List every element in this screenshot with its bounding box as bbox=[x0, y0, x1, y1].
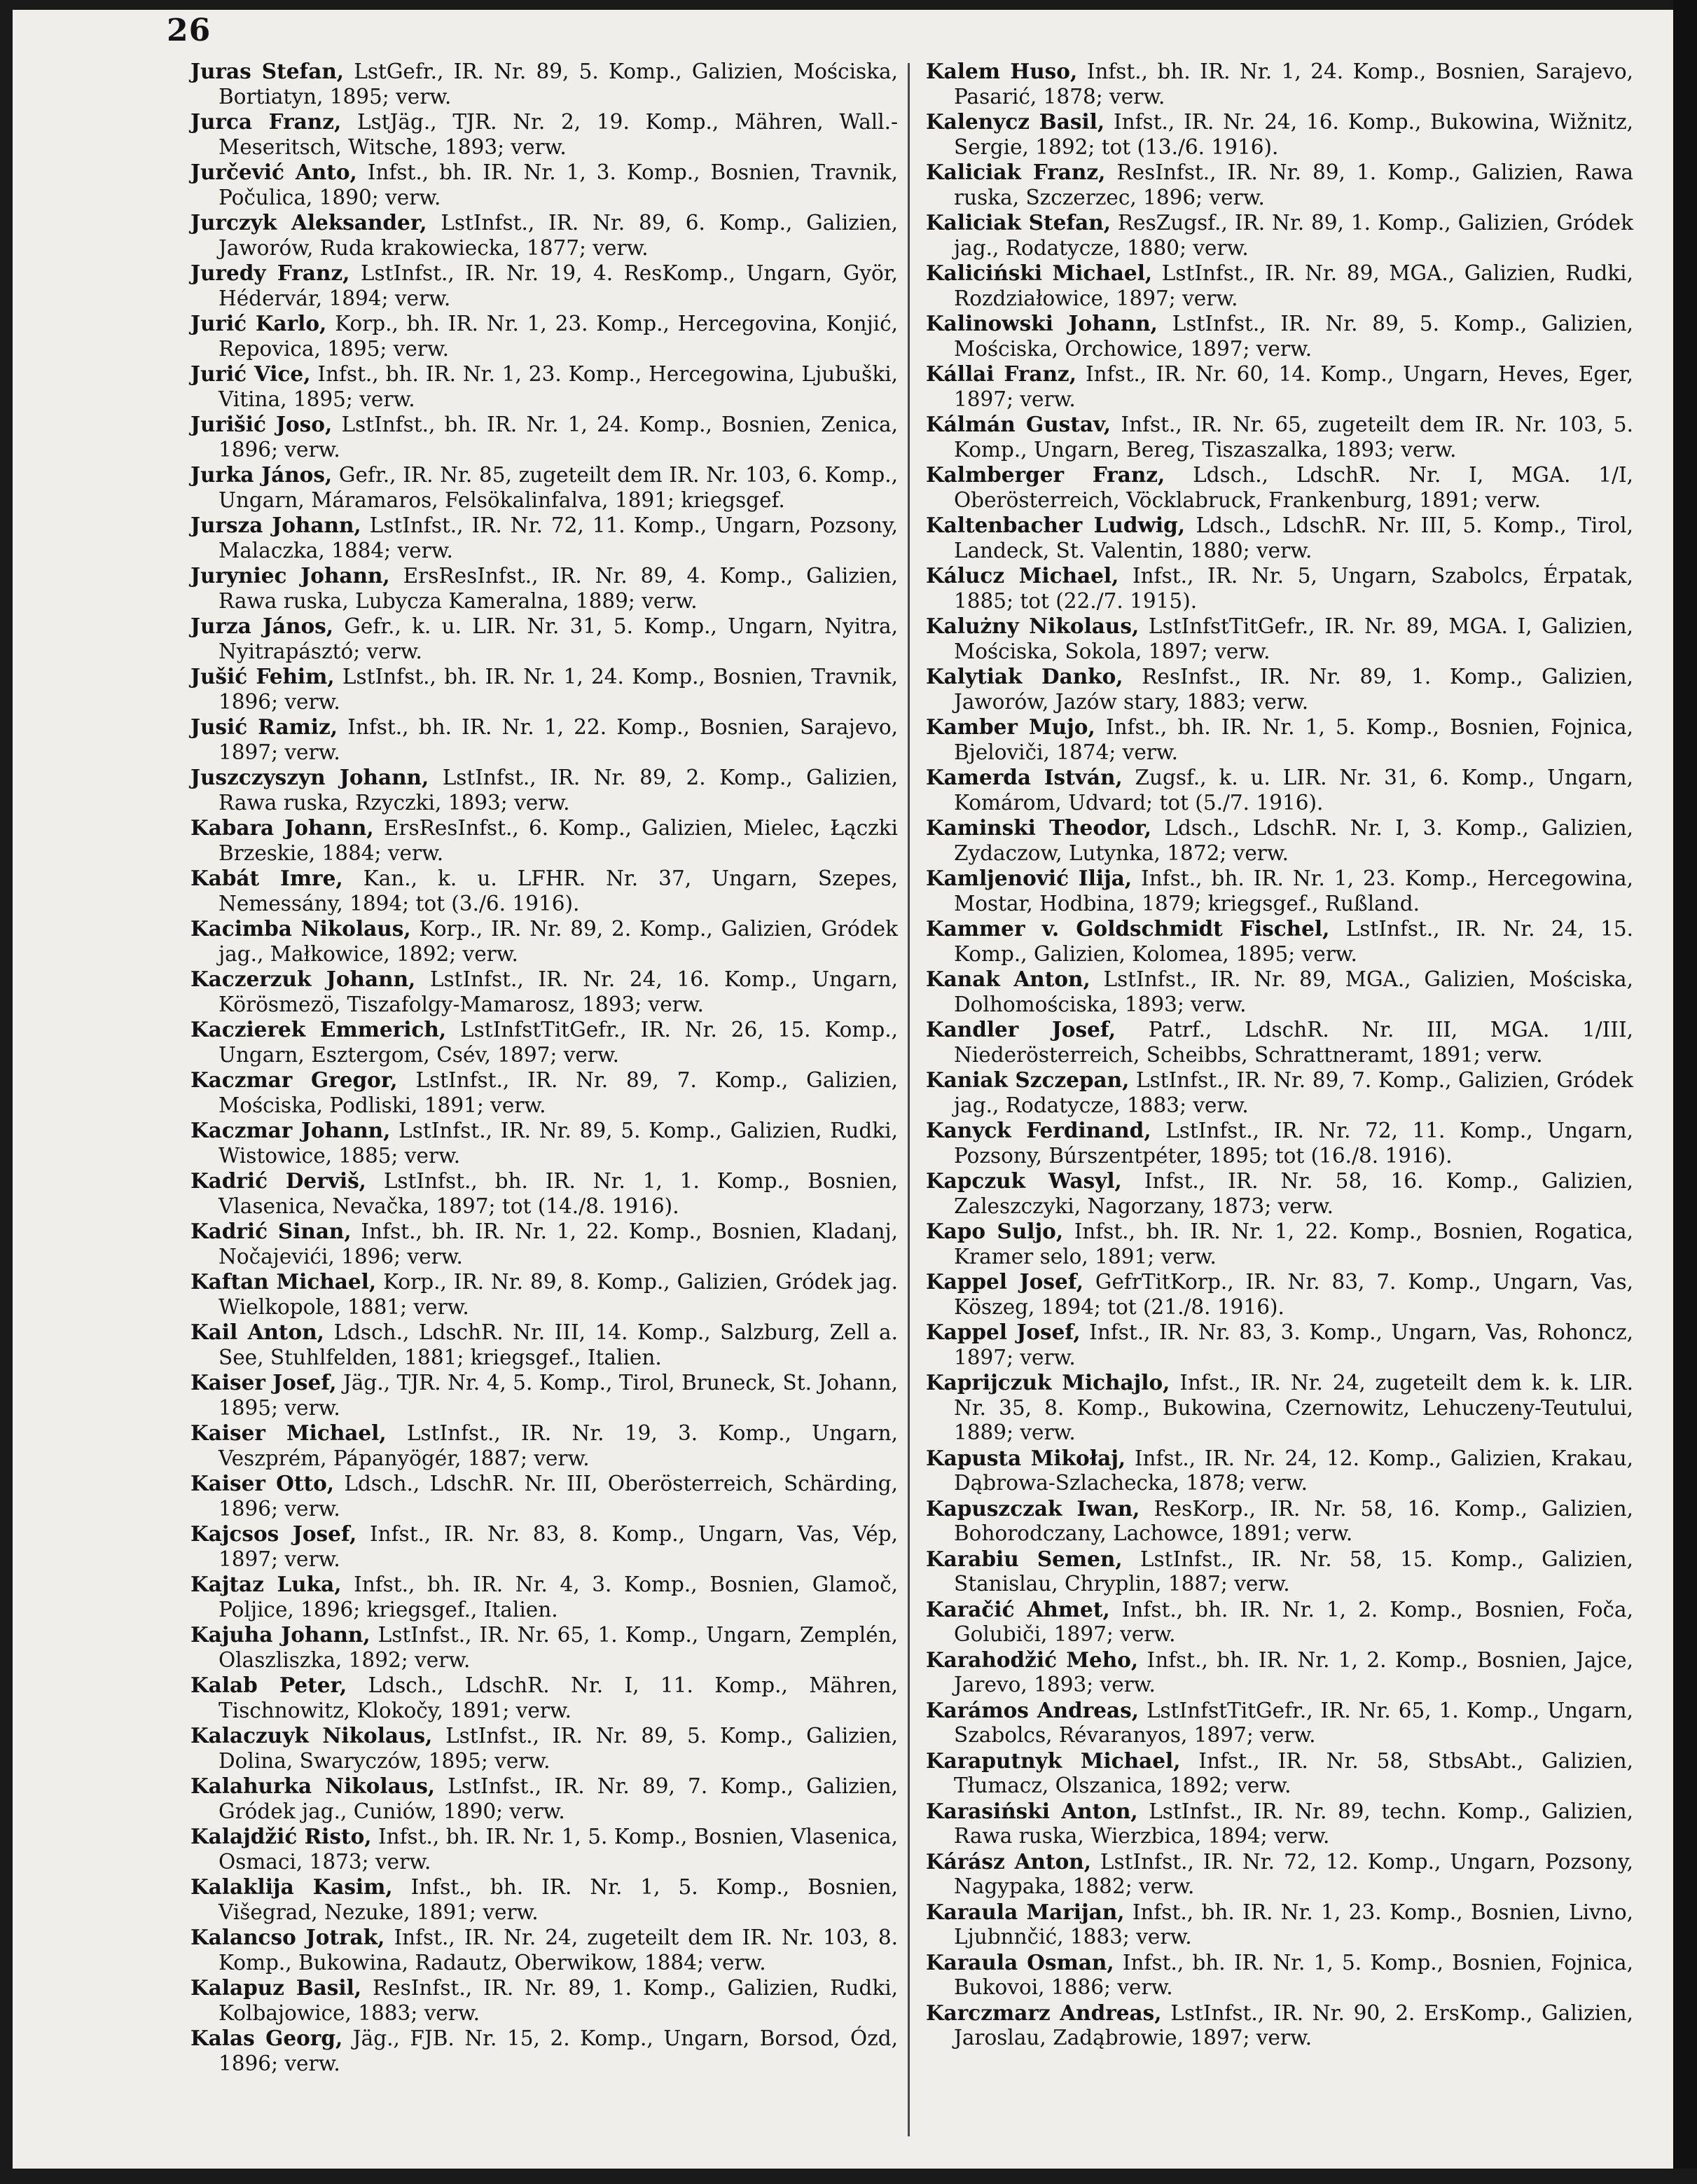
entry-name: Jurčević Anto, bbox=[191, 160, 357, 184]
entry-name: Jurczyk Aleksander, bbox=[191, 210, 427, 235]
entry-details: Infst., bh. IR. Nr. 1, 23. Komp., Bosnien, Livno, Ljubnnčić, 1883; verw. bbox=[954, 1900, 1633, 1949]
list-entry bbox=[191, 1017, 898, 1067]
scan-edge-top bbox=[0, 0, 1697, 10]
list-entry bbox=[191, 412, 898, 462]
entry-name: Kanyck Ferdinand, bbox=[926, 1118, 1151, 1142]
list-entry bbox=[191, 1370, 898, 1421]
entry-name: Jušić Fehim, bbox=[191, 664, 335, 689]
entry-details: Infst., bh. IR. Nr. 1, 23. Komp., Hercegowina, Ljubuški, Vitina, 1895; verw. bbox=[219, 362, 899, 411]
entry-name: Karaula Marijan, bbox=[926, 1899, 1125, 1924]
left-column bbox=[191, 59, 898, 2076]
entry-details: Infst., IR. Nr. 24, zugeteilt dem k. k. LIR. Nr. 35, 8. Komp., Bukowina, Czernowitz, Lehuczeny-Teutului, 1889; verw. bbox=[954, 1371, 1633, 1444]
entry-details: LstInfst., IR. Nr. 24, 15. Komp., Galizien, Kolomea, 1895; verw. bbox=[954, 917, 1633, 966]
entry-details: Infst., bh. IR. Nr. 1, 2. Komp., Bosnien, Foča, Golubiči, 1897; verw. bbox=[954, 1597, 1633, 1646]
entry-name: Juredy Franz, bbox=[191, 261, 350, 285]
entry-details: LstInfst., bh. IR. Nr. 1, 1. Komp., Bosnien, Vlasenica, Nevačka, 1897; tot (14./8. 1916). bbox=[219, 1169, 899, 1218]
list-entry bbox=[926, 1269, 1633, 1320]
entry-details: LstInfst., bh. IR. Nr. 1, 24. Komp., Bosnien, Zenica, 1896; verw. bbox=[219, 413, 898, 462]
list-entry bbox=[191, 1774, 898, 1824]
entry-details: LstInfst., IR. Nr. 89, 7. Komp., Galizien, Mościska, Podliski, 1891; verw. bbox=[219, 1068, 898, 1117]
entry-name: Jurza János, bbox=[191, 614, 334, 638]
entry-details: Zugsf., k. u. LIR. Nr. 31, 6. Komp., Ungarn, Komárom, Udvard; tot (5./7. 1916). bbox=[954, 766, 1633, 815]
list-entry bbox=[191, 160, 898, 210]
entry-details: Patrf., LdschR. Nr. III, MGA. 1/III, Niederösterreich, Scheibbs, Schrattneramt, 1891; verw. bbox=[954, 1018, 1633, 1067]
entry-details: LstInfst., IR. Nr. 24, 16. Komp., Ungarn, Körösmezö, Tiszafolgy-Mamarosz, 1893; verw. bbox=[219, 967, 898, 1016]
entry-name: Juszczyszyn Johann, bbox=[191, 765, 429, 789]
entry-details: Infst., bh. IR. Nr. 1, 22. Komp., Bosnien, Rogatica, Kramer selo, 1891; verw. bbox=[954, 1219, 1634, 1269]
entry-details: Infst., bh. IR. Nr. 1, 5. Komp., Bosnien, Vlasenica, Osmaci, 1873; verw. bbox=[219, 1825, 898, 1874]
entry-details: Infst., bh. IR. Nr. 1, 24. Komp., Bosnien, Sarajevo, Pasarić, 1878; verw. bbox=[954, 60, 1634, 109]
entry-details: Infst., IR. Nr. 83, 8. Komp., Ungarn, Vas, Vép, 1897; verw. bbox=[219, 1522, 898, 1571]
list-entry bbox=[191, 765, 898, 815]
entry-name: Kalas Georg, bbox=[191, 2026, 343, 2050]
entry-details: Ldsch., LdschR. Nr. I, MGA. 1/I, Oberösterreich, Vöcklabruck, Frankenburg, 1891; verw. bbox=[954, 463, 1634, 512]
entry-details: LstInfst., IR. Nr. 89, techn. Komp., Galizien, Rawa ruska, Wierzbica, 1894; verw. bbox=[954, 1799, 1633, 1848]
list-entry bbox=[191, 210, 898, 261]
entry-name: Kaliciak Stefan, bbox=[926, 210, 1111, 235]
entry-details: LstInfst., IR. Nr. 58, 15. Komp., Galizien, Stanislau, Chryplin, 1887; verw. bbox=[954, 1547, 1633, 1596]
entry-name: Kalytiak Danko, bbox=[926, 664, 1123, 689]
entry-details: Infst., bh. IR. Nr. 1, 22. Komp., Bosnien, Kladanj, Nočajevići, 1896; verw. bbox=[219, 1219, 898, 1269]
entry-details: LstInfst., IR. Nr. 89, 5. Komp., Galizien, Mościska, Orchowice, 1897; verw. bbox=[954, 312, 1633, 361]
list-entry bbox=[926, 311, 1633, 361]
list-entry bbox=[191, 361, 898, 412]
entry-name: Kapczuk Wasyl, bbox=[926, 1168, 1122, 1193]
entry-name: Juryniec Johann, bbox=[191, 563, 390, 588]
scan-edge-left bbox=[0, 0, 13, 2184]
list-entry bbox=[926, 916, 1633, 967]
list-entry bbox=[191, 714, 898, 765]
list-entry bbox=[191, 1421, 898, 1471]
entry-name: Kaczmar Johann, bbox=[191, 1118, 391, 1142]
entry-name: Jurišić Joso, bbox=[191, 412, 333, 436]
entry-details: Gefr., IR. Nr. 85, zugeteilt dem IR. Nr. 103, 6. Komp., Ungarn, Máramaros, Felsökalinfalva, 1891; kriegsgef. bbox=[219, 463, 898, 512]
list-entry bbox=[191, 109, 898, 160]
list-entry bbox=[926, 210, 1633, 261]
list-entry bbox=[191, 916, 898, 967]
entry-name: Karahodžić Meho, bbox=[926, 1647, 1139, 1672]
entry-name: Kalahurka Nikolaus, bbox=[191, 1774, 436, 1798]
entry-details: Infst., IR. Nr. 24, 16. Komp., Bukowina, Wižnitz, Sergie, 1892; tot (13./6. 1916). bbox=[954, 110, 1633, 159]
list-entry bbox=[926, 1748, 1633, 1799]
entry-name: Kajuha Johann, bbox=[191, 1622, 370, 1647]
list-entry bbox=[926, 563, 1633, 614]
entry-details: LstInfst., IR. Nr. 89, 2. Komp., Galizien, Rawa ruska, Rzyczki, 1893; verw. bbox=[219, 766, 898, 815]
entry-name: Kálucz Michael, bbox=[926, 563, 1119, 588]
list-entry bbox=[191, 563, 898, 614]
list-entry bbox=[926, 1370, 1633, 1446]
list-entry bbox=[926, 1849, 1633, 1900]
entry-details: Infst., IR. Nr. 5, Ungarn, Szabolcs, Érpatak, 1885; tot (22./7. 1915). bbox=[954, 564, 1633, 613]
entry-details: ResInfst., IR. Nr. 89, 1. Komp., Galizien, Jaworów, Jazów stary, 1883; verw. bbox=[954, 665, 1633, 714]
list-entry bbox=[926, 1320, 1633, 1370]
entry-name: Kalaczuyk Nikolaus, bbox=[191, 1723, 433, 1748]
entry-details: LstInfst., IR. Nr. 89, 7. Komp., Galizien, Gródek jag., Cuniów, 1890; verw. bbox=[219, 1774, 898, 1823]
entry-name: Kaniak Szczepan, bbox=[926, 1067, 1130, 1092]
entry-details: Ldsch., LdschR. Nr. I, 3. Komp., Galizien, Zydaczow, Lutynka, 1872; verw. bbox=[954, 816, 1633, 865]
entry-details: Ldsch., LdschR. Nr. III, Oberösterreich, Schärding, 1896; verw. bbox=[219, 1472, 898, 1521]
entry-name: Karasiński Anton, bbox=[926, 1798, 1138, 1823]
list-entry bbox=[191, 1471, 898, 1521]
entry-name: Kapo Suljo, bbox=[926, 1219, 1064, 1243]
entry-details: Ldsch., LdschR. Nr. I, 11. Komp., Mähren, Tischnowitz, Klokočy, 1891; verw. bbox=[219, 1673, 898, 1722]
entry-name: Kalaklija Kasim, bbox=[191, 1874, 393, 1899]
list-entry bbox=[191, 815, 898, 866]
list-entry bbox=[191, 261, 898, 311]
entry-details: Ldsch., LdschR. Nr. III, 5. Komp., Tirol, Landeck, St. Valentin, 1880; verw. bbox=[954, 513, 1633, 562]
entry-details: LstInfst., IR. Nr. 89, 6. Komp., Galizien, Jaworów, Ruda krakowiecka, 1877; verw. bbox=[219, 211, 898, 260]
list-entry bbox=[926, 1219, 1633, 1269]
entry-details: LstInfst., IR. Nr. 72, 11. Komp., Ungarn, Pozsony, Malaczka, 1884; verw. bbox=[219, 513, 898, 562]
entry-name: Kajtaz Luka, bbox=[191, 1572, 342, 1596]
entry-details: Infst., bh. IR. Nr. 1, 2. Komp., Bosnien, Jajce, Jarevo, 1893; verw. bbox=[954, 1647, 1633, 1696]
entry-name: Kaiser Otto, bbox=[191, 1471, 335, 1495]
entry-details: LstInfst., IR. Nr. 72, 11. Komp., Ungarn, Pozsony, Búrszentpéter, 1895; tot (16./8. 1916). bbox=[954, 1119, 1633, 1168]
entry-details: Infst., bh. IR. Nr. 1, 5. Komp., Bosnien, Višegrad, Nezuke, 1891; verw. bbox=[219, 1875, 898, 1924]
list-entry bbox=[926, 412, 1633, 462]
list-entry bbox=[191, 967, 898, 1017]
list-entry bbox=[926, 1698, 1633, 1748]
list-entry bbox=[191, 1168, 898, 1219]
entry-details: Infst., bh. IR. Nr. 1, 23. Komp., Hercegowina, Mostar, Hodbina, 1879; kriegsgef., Rußland. bbox=[954, 866, 1633, 915]
entry-name: Kabara Johann, bbox=[191, 815, 374, 840]
scan-edge-bottom bbox=[0, 2169, 1697, 2184]
entry-name: Kaminski Theodor, bbox=[926, 815, 1151, 840]
entry-name: Kamerda István, bbox=[926, 765, 1123, 789]
list-entry bbox=[191, 1874, 898, 1925]
list-entry bbox=[191, 1572, 898, 1622]
entry-name: Kaltenbacher Ludwig, bbox=[926, 513, 1185, 537]
list-entry bbox=[191, 1925, 898, 1975]
entry-details: GefrTitKorp., IR. Nr. 83, 7. Komp., Ungarn, Vas, Köszeg, 1894; tot (21./8. 1916). bbox=[954, 1270, 1633, 1319]
entry-name: Kapuszczak Iwan, bbox=[926, 1495, 1140, 1521]
entry-details: LstGefr., IR. Nr. 89, 5. Komp., Galizien, Mościska, Bortiatyn, 1895; verw. bbox=[219, 60, 898, 109]
list-entry bbox=[926, 1799, 1633, 1849]
entry-name: Kárász Anton, bbox=[926, 1848, 1091, 1874]
entry-name: Kaiser Josef, bbox=[191, 1370, 337, 1395]
list-entry bbox=[926, 1496, 1633, 1547]
entry-name: Karabiu Semen, bbox=[926, 1546, 1123, 1571]
entry-name: Kappel Josef, bbox=[926, 1320, 1081, 1344]
entry-details: Jäg., FJB. Nr. 15, 2. Komp., Ungarn, Borsod, Ózd, 1896; verw. bbox=[219, 2026, 899, 2075]
entry-name: Jurka János, bbox=[191, 462, 333, 487]
entry-details: ErsResInfst., IR. Nr. 89, 4. Komp., Galizien, Rawa ruska, Lubycza Kameralna, 1889; verw. bbox=[219, 564, 899, 613]
entry-name: Kalab Peter, bbox=[191, 1673, 347, 1697]
list-entry bbox=[926, 866, 1633, 916]
entry-details: Infst., bh. IR. Nr. 4, 3. Komp., Bosnien, Glamoč, Poljice, 1896; kriegsgef., Italien. bbox=[219, 1573, 898, 1622]
entry-details: ResKorp., IR. Nr. 58, 16. Komp., Galizien, Bohorodczany, Lachowce, 1891; verw. bbox=[954, 1496, 1633, 1545]
entry-name: Kanak Anton, bbox=[926, 967, 1090, 991]
list-entry bbox=[926, 2000, 1633, 2051]
entry-details: LstInfst., IR. Nr. 19, 4. ResKomp., Ungarn, Györ, Hédervár, 1894; verw. bbox=[219, 261, 898, 310]
entry-name: Karačić Ahmet, bbox=[926, 1596, 1110, 1622]
entry-name: Kaliciak Franz, bbox=[926, 160, 1106, 184]
entry-name: Kaczmar Gregor, bbox=[191, 1067, 398, 1092]
entry-details: ResInfst., IR. Nr. 89, 1. Komp., Galizien, Rudki, Kolbajowice, 1883; verw. bbox=[219, 1976, 899, 2025]
entry-details: Infst., IR. Nr. 65, zugeteilt dem IR. Nr. 103, 5. Komp., Ungarn, Bereg, Tiszaszalka, 1893; verw. bbox=[954, 413, 1634, 462]
entry-details: Infst., bh. IR. Nr. 1, 3. Komp., Bosnien, Travnik, Počulica, 1890; verw. bbox=[219, 160, 898, 209]
entry-details: ResInfst., IR. Nr. 89, 1. Komp., Galizien, Rawa ruska, Szczerzec, 1896; verw. bbox=[954, 160, 1634, 209]
list-entry bbox=[926, 815, 1633, 866]
entry-details: Infst., IR. Nr. 83, 3. Komp., Ungarn, Vas, Rohoncz, 1897; verw. bbox=[954, 1320, 1633, 1369]
entry-name: Kállai Franz, bbox=[926, 361, 1076, 386]
entry-details: Ldsch., LdschR. Nr. III, 14. Komp., Salzburg, Zell a. See, Stuhlfelden, 1881; kriegsgef., Italien. bbox=[219, 1320, 898, 1369]
entry-name: Kaprijczuk Michajlo, bbox=[926, 1370, 1170, 1395]
entry-details: Korp., bh. IR. Nr. 1, 23. Komp., Hercegovina, Konjić, Repovica, 1895; verw. bbox=[219, 312, 898, 361]
entry-details: Infst., bh. IR. Nr. 1, 5. Komp., Bosnien, Fojnica, Bukovoi, 1886; verw. bbox=[954, 1950, 1633, 1999]
entry-name: Karaula Osman, bbox=[926, 1949, 1114, 1975]
entry-name: Kapusta Mikołaj, bbox=[926, 1445, 1126, 1470]
list-entry bbox=[926, 1547, 1633, 1597]
list-entry bbox=[191, 311, 898, 361]
entry-details: Infst., bh. IR. Nr. 1, 5. Komp., Bosnien, Fojnica, Bjeloviči, 1874; verw. bbox=[954, 715, 1633, 764]
list-entry bbox=[191, 513, 898, 563]
page-number: 26 bbox=[167, 13, 212, 48]
list-entry bbox=[191, 59, 898, 109]
list-entry bbox=[926, 1950, 1633, 2000]
list-entry bbox=[926, 1118, 1633, 1168]
list-entry bbox=[926, 160, 1633, 210]
entry-name: Kaiser Michael, bbox=[191, 1421, 387, 1445]
list-entry bbox=[926, 261, 1633, 311]
entry-name: Kalancso Jotrak, bbox=[191, 1925, 385, 1949]
list-entry bbox=[926, 1017, 1633, 1067]
entry-name: Kamljenović Ilija, bbox=[926, 866, 1133, 890]
entry-name: Kalenycz Basil, bbox=[926, 109, 1105, 134]
list-entry bbox=[191, 1118, 898, 1168]
list-entry bbox=[926, 1647, 1633, 1698]
right-column bbox=[926, 59, 1633, 2051]
entry-details: LstInfst., IR. Nr. 19, 3. Komp., Ungarn, Veszprém, Pápanyögér, 1887; verw. bbox=[219, 1421, 898, 1470]
entry-details: Gefr., k. u. LIR. Nr. 31, 5. Komp., Ungarn, Nyitra, Nyitrapásztó; verw. bbox=[219, 614, 898, 663]
list-entry bbox=[926, 1597, 1633, 1647]
entry-name: Kajcsos Josef, bbox=[191, 1521, 357, 1546]
list-entry bbox=[191, 1975, 898, 2026]
list-entry bbox=[191, 1723, 898, 1774]
list-entry bbox=[191, 462, 898, 513]
list-entry bbox=[191, 1824, 898, 1874]
entry-name: Jurić Karlo, bbox=[191, 311, 327, 336]
entry-name: Karámos Andreas, bbox=[926, 1697, 1140, 1722]
entry-name: Kaczierek Emmerich, bbox=[191, 1017, 447, 1042]
list-entry bbox=[191, 1622, 898, 1673]
list-entry bbox=[191, 664, 898, 714]
entry-details: ErsResInfst., 6. Komp., Galizien, Mielec, Łączki Brzeskie, 1884; verw. bbox=[219, 816, 898, 865]
list-entry bbox=[926, 1446, 1633, 1496]
list-entry bbox=[191, 1673, 898, 1723]
entry-details: Infst., IR. Nr. 24, 12. Komp., Galizien, Krakau, Dąbrowa-Szlachecka, 1878; verw. bbox=[954, 1446, 1633, 1495]
entry-details: LstJäg., TJR. Nr. 2, 19. Komp., Mähren, Wall.-Meseritsch, Witsche, 1893; verw. bbox=[219, 110, 898, 159]
entry-details: LstInfst., IR. Nr. 90, 2. ErsKomp., Galizien, Jaroslau, Zadąbrowie, 1897; verw. bbox=[954, 2000, 1634, 2050]
list-entry bbox=[926, 614, 1633, 664]
entry-name: Jurić Vice, bbox=[191, 361, 311, 386]
entry-details: LstInfstTitGefr., IR. Nr. 89, MGA. I, Galizien, Mościska, Sokola, 1897; verw. bbox=[954, 614, 1633, 663]
entry-details: LstInfstTitGefr., IR. Nr. 26, 15. Komp., Ungarn, Esztergom, Csév, 1897; verw. bbox=[219, 1018, 899, 1067]
entry-details: LstInfst., IR. Nr. 65, 1. Komp., Ungarn, Zemplén, Olaszliszka, 1892; verw. bbox=[219, 1623, 898, 1672]
list-entry bbox=[926, 765, 1633, 815]
entry-details: LstInfst., IR. Nr. 89, 5. Komp., Galizien, Dolina, Swaryczów, 1895; verw. bbox=[219, 1724, 898, 1773]
list-entry bbox=[926, 59, 1633, 109]
list-entry bbox=[191, 1521, 898, 1572]
entry-name: Kabát Imre, bbox=[191, 866, 343, 890]
entry-details: LstInfstTitGefr., IR. Nr. 65, 1. Komp., Ungarn, Szabolcs, Révaranyos, 1897; verw. bbox=[954, 1698, 1634, 1747]
list-entry bbox=[191, 866, 898, 916]
entry-details: Infst., IR. Nr. 58, StbsAbt., Galizien, Tłumacz, Olszanica, 1892; verw. bbox=[954, 1748, 1634, 1797]
list-entry bbox=[926, 109, 1633, 160]
entry-details: Korp., IR. Nr. 89, 8. Komp., Galizien, Gródek jag. Wielkopole, 1881; verw. bbox=[219, 1270, 898, 1319]
list-entry bbox=[191, 1067, 898, 1118]
entry-name: Kappel Josef, bbox=[926, 1269, 1084, 1294]
list-entry bbox=[191, 1269, 898, 1320]
entry-details: Jäg., TJR. Nr. 4, 5. Komp., Tirol, Bruneck, St. Johann, 1895; verw. bbox=[219, 1371, 898, 1420]
entry-name: Kalapuz Basil, bbox=[191, 1975, 362, 2000]
entry-name: Kaftan Michael, bbox=[191, 1269, 377, 1294]
list-entry bbox=[926, 664, 1633, 714]
entry-name: Kadrić Derviš, bbox=[191, 1168, 366, 1193]
list-entry bbox=[926, 361, 1633, 412]
list-entry bbox=[926, 462, 1633, 513]
list-entry bbox=[926, 1900, 1633, 1950]
entry-details: Infst., bh. IR. Nr. 1, 22. Komp., Bosnien, Sarajevo, 1897; verw. bbox=[219, 715, 898, 764]
entry-name: Kadrić Sinan, bbox=[191, 1219, 352, 1243]
entry-name: Kamber Mujo, bbox=[926, 714, 1095, 739]
scan-edge-right bbox=[1673, 0, 1697, 2184]
entry-name: Kalinowski Johann, bbox=[926, 311, 1158, 336]
entry-name: Kammer v. Goldschmidt Fischel, bbox=[926, 916, 1330, 941]
entry-name: Jurca Franz, bbox=[191, 109, 342, 134]
entry-details: Korp., IR. Nr. 89, 2. Komp., Galizien, Gródek jag., Małkowice, 1892; verw. bbox=[219, 917, 898, 966]
entry-name: Kálmán Gustav, bbox=[926, 412, 1111, 436]
entry-details: Kan., k. u. LFHR. Nr. 37, Ungarn, Szepes, Nemessány, 1894; tot (3./6. 1916). bbox=[219, 866, 898, 915]
entry-name: Kaliciński Michael, bbox=[926, 261, 1153, 285]
entry-details: Infst., IR. Nr. 24, zugeteilt dem IR. Nr. 103, 8. Komp., Bukowina, Radautz, Oberwikow, 1884; verw. bbox=[219, 1926, 899, 1975]
list-entry bbox=[926, 1067, 1633, 1118]
entry-name: Kaczerzuk Johann, bbox=[191, 967, 416, 991]
list-entry bbox=[191, 1219, 898, 1269]
list-entry bbox=[191, 2026, 898, 2076]
list-entry bbox=[926, 1168, 1633, 1219]
entry-name: Jusić Ramiz, bbox=[191, 714, 338, 739]
entry-name: Kalużny Nikolaus, bbox=[926, 614, 1140, 638]
entry-details: LstInfst., IR. Nr. 89, 5. Komp., Galizien, Rudki, Wistowice, 1885; verw. bbox=[219, 1119, 898, 1168]
entry-name: Kandler Josef, bbox=[926, 1017, 1116, 1042]
entry-name: Karczmarz Andreas, bbox=[926, 2000, 1162, 2025]
column-divider bbox=[908, 63, 910, 2136]
list-entry bbox=[191, 614, 898, 664]
entry-name: Juras Stefan, bbox=[191, 59, 345, 83]
entry-details: LstInfst., IR. Nr. 89, MGA., Galizien, Rudki, Rozdziałowice, 1897; verw. bbox=[954, 261, 1633, 310]
entry-name: Kalajdžić Risto, bbox=[191, 1824, 372, 1848]
list-entry bbox=[926, 714, 1633, 765]
entry-name: Kail Anton, bbox=[191, 1320, 324, 1344]
entry-details: LstInfst., IR. Nr. 89, MGA., Galizien, Mościska, Dolhomościska, 1893; verw. bbox=[954, 967, 1633, 1016]
list-entry bbox=[926, 513, 1633, 563]
entry-name: Kalem Huso, bbox=[926, 59, 1078, 83]
entry-name: Kalmberger Franz, bbox=[926, 462, 1165, 487]
entry-details: LstInfst., IR. Nr. 72, 12. Komp., Ungarn, Pozsony, Nagypaka, 1882; verw. bbox=[954, 1849, 1634, 1898]
entry-details: Infst., IR. Nr. 60, 14. Komp., Ungarn, Heves, Eger, 1897; verw. bbox=[954, 362, 1633, 411]
entry-name: Kacimba Nikolaus, bbox=[191, 916, 411, 941]
entry-details: Infst., IR. Nr. 58, 16. Komp., Galizien, Zaleszczyki, Nagorzany, 1873; verw. bbox=[954, 1169, 1633, 1218]
entry-details: LstInfst., bh. IR. Nr. 1, 24. Komp., Bosnien, Travnik, 1896; verw. bbox=[219, 665, 898, 714]
entry-name: Karaputnyk Michael, bbox=[926, 1748, 1181, 1773]
entry-name: Jursza Johann, bbox=[191, 513, 361, 537]
list-entry bbox=[926, 967, 1633, 1017]
list-entry bbox=[191, 1320, 898, 1370]
entry-details: ResZugsf., IR. Nr. 89, 1. Komp., Galizien, Gródek jag., Rodatycze, 1880; verw. bbox=[954, 211, 1633, 260]
entry-details: LstInfst., IR. Nr. 89, 7. Komp., Galizien, Gródek jag., Rodatycze, 1883; verw. bbox=[954, 1068, 1633, 1117]
